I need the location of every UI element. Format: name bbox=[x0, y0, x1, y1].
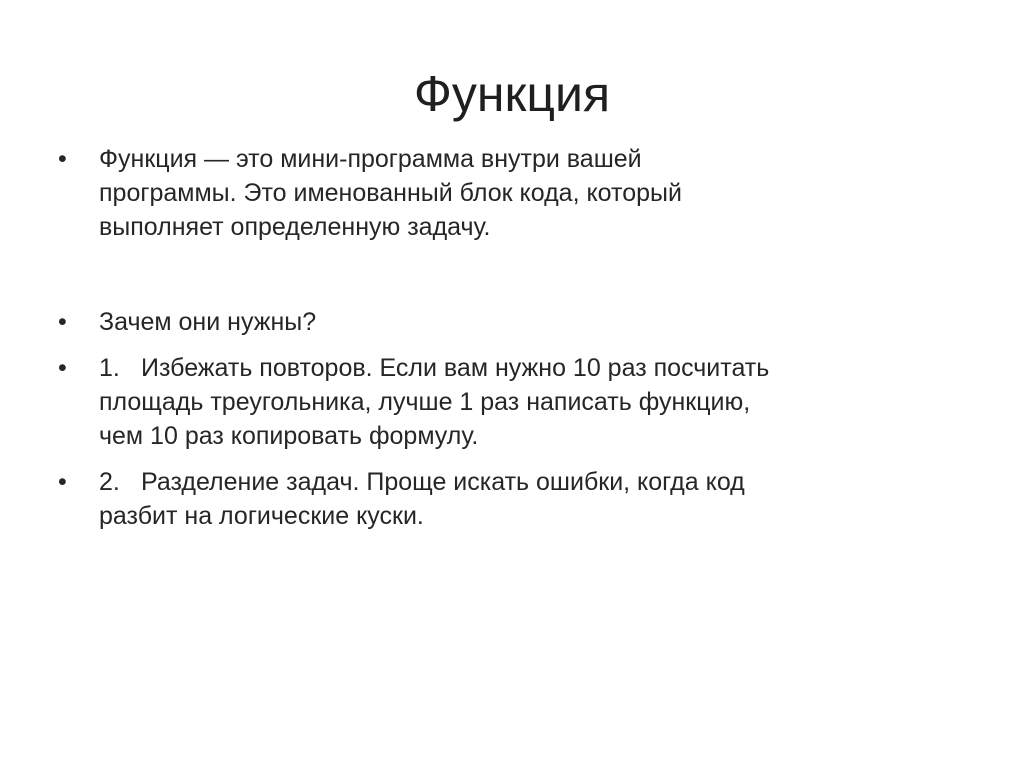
bullet-item-reason-2 bbox=[58, 465, 958, 533]
text-line bbox=[99, 351, 958, 385]
bullet-list bbox=[58, 142, 958, 533]
text-segment: Избежать повторов. Если вам нужно 10 раз посчитать bbox=[141, 354, 770, 382]
spacer bbox=[58, 244, 958, 305]
bullet-dot: • bbox=[58, 308, 67, 336]
text-line: разбит на логические куски. bbox=[99, 502, 424, 530]
spacer bbox=[58, 339, 958, 351]
text-line: Функция — это мини-программа внутри вашей bbox=[99, 145, 642, 173]
text-line: Зачем они нужны? bbox=[99, 308, 317, 336]
bullet-dot: • bbox=[58, 145, 67, 173]
bullet-dot: • bbox=[58, 354, 67, 382]
bullet-item-why bbox=[58, 305, 958, 339]
slide-title: Функция bbox=[413, 66, 611, 122]
text-line: чем 10 раз копировать формулу. bbox=[99, 422, 479, 450]
text-line: программы. Это именованный блок кода, который bbox=[99, 179, 682, 207]
text-line: площадь треугольника, лучше 1 раз написать функцию, bbox=[99, 388, 751, 416]
text-line: выполняет определенную задачу. bbox=[99, 213, 491, 241]
item-number: 2. bbox=[99, 468, 120, 496]
bullet-item-reason-1 bbox=[58, 351, 958, 453]
spacer bbox=[58, 453, 958, 465]
text-segment: Разделение задач. Проще искать ошибки, когда код bbox=[141, 468, 745, 496]
text-line bbox=[99, 465, 958, 499]
bullet-dot: • bbox=[58, 468, 67, 496]
item-number: 1. bbox=[99, 354, 120, 382]
bullet-item-definition bbox=[58, 142, 958, 244]
